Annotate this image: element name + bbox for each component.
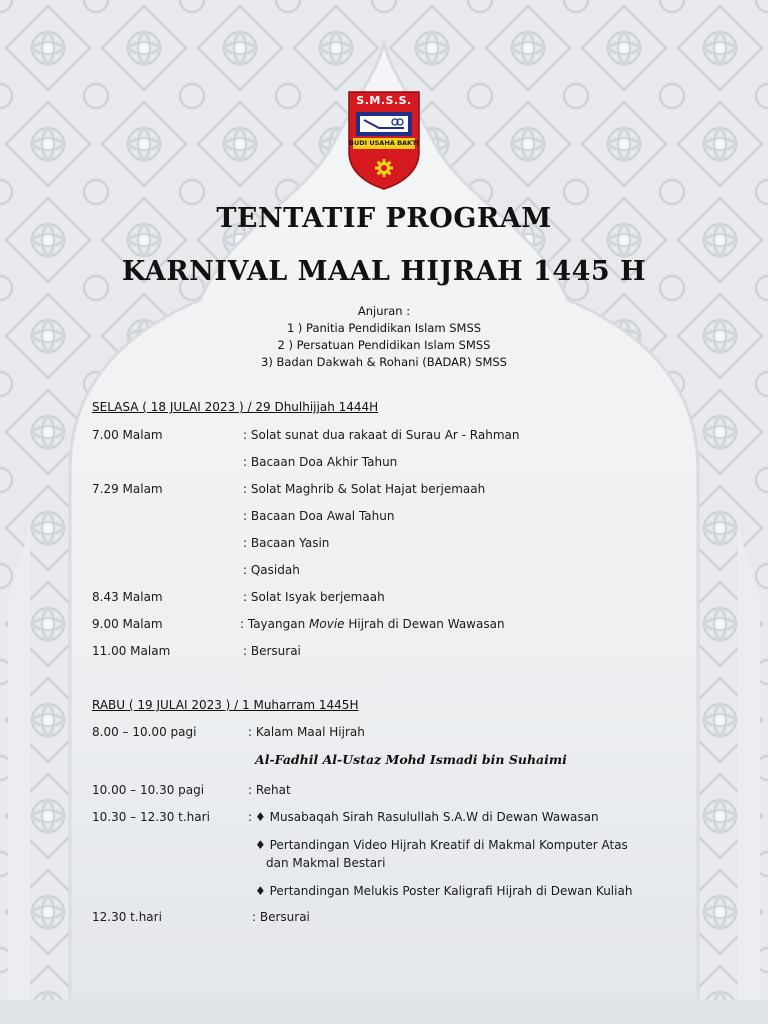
competition-label: Pertandingan Video Hijrah Kreatif di Makmal Komputer Atas: [269, 838, 628, 852]
diamond-bullet-icon: ♦: [255, 838, 266, 852]
organisers-heading: Anjuran :: [357, 304, 411, 318]
crest-motto: BUDI USAHA BAKTI: [349, 139, 419, 147]
schedule-activity: : Solat sunat dua rakaat di Surau Ar - Rahman: [243, 428, 520, 442]
competition-item: [255, 884, 632, 898]
title-line-2: KARNIVAL MAAL HIJRAH 1445 H: [121, 256, 647, 287]
schedule-activity: : Rehat: [248, 783, 291, 797]
organiser-item: 2 ) Persatuan Pendidikan Islam SMSS: [277, 338, 491, 352]
organiser-item: 3) Badan Dakwah & Rohani (BADAR) SMSS: [261, 355, 507, 369]
day1-heading: SELASA ( 18 JULAI 2023 ) / 29 Dhulhijjah 1444H: [92, 400, 379, 414]
schedule-time: 11.00 Malam: [92, 644, 171, 658]
schedule-time: 10.00 – 10.30 pagi: [92, 783, 205, 797]
activity-italic: Movie: [309, 617, 345, 631]
schedule-time: 7.29 Malam: [92, 482, 163, 496]
schedule-activity: : Solat Isyak berjemaah: [243, 590, 385, 604]
schedule-time: 7.00 Malam: [92, 428, 163, 442]
title-line-1: TENTATIF PROGRAM: [216, 203, 552, 234]
diamond-bullet-icon: ♦: [255, 884, 266, 898]
schedule-time: 10.30 – 12.30 t.hari: [92, 810, 210, 824]
competition-item: [255, 838, 628, 852]
competition-item: [255, 810, 599, 824]
competition-label: Musabaqah Sirah Rasulullah S.A.W di Dewan Wawasan: [269, 810, 599, 824]
activity-suffix: Hijrah di Dewan Wawasan: [344, 617, 505, 631]
speaker-name: Al-Fadhil Al-Ustaz Mohd Ismadi bin Suhaimi: [255, 752, 567, 767]
activity-prefix: : Tayangan: [240, 617, 310, 631]
schedule-activity: : Bersurai: [252, 910, 310, 924]
schedule-activity: : Qasidah: [243, 563, 300, 577]
competition-label: Pertandingan Melukis Poster Kaligrafi Hijrah di Dewan Kuliah: [269, 884, 633, 898]
schedule-activity: : Bacaan Doa Awal Tahun: [243, 509, 395, 523]
schedule-activity: : Bersurai: [243, 644, 301, 658]
schedule-activity: [240, 617, 505, 631]
schedule-activity: : Solat Maghrib & Solat Hajat berjemaah: [243, 482, 486, 496]
schedule-time: 9.00 Malam: [92, 617, 163, 631]
schedule-activity: : Kalam Maal Hijrah: [248, 725, 365, 739]
day2-heading: RABU ( 19 JULAI 2023 ) / 1 Muharram 1445H: [92, 698, 359, 712]
organiser-item: 1 ) Panitia Pendidikan Islam SMSS: [286, 321, 482, 335]
schedule-time: 12.30 t.hari: [92, 910, 162, 924]
diamond-bullet-icon: ♦: [255, 810, 266, 824]
schedule-activity: : Bacaan Yasin: [243, 536, 330, 550]
schedule-colon: :: [248, 810, 253, 824]
competition-label-continued: dan Makmal Bestari: [266, 856, 386, 870]
schedule-time: 8.00 – 10.00 pagi: [92, 725, 197, 739]
schedule-activity: : Bacaan Doa Akhir Tahun: [243, 455, 398, 469]
school-crest-logo: [347, 90, 421, 190]
schedule-time: 8.43 Malam: [92, 590, 163, 604]
crest-top-text: S.M.S.S.: [356, 94, 412, 107]
